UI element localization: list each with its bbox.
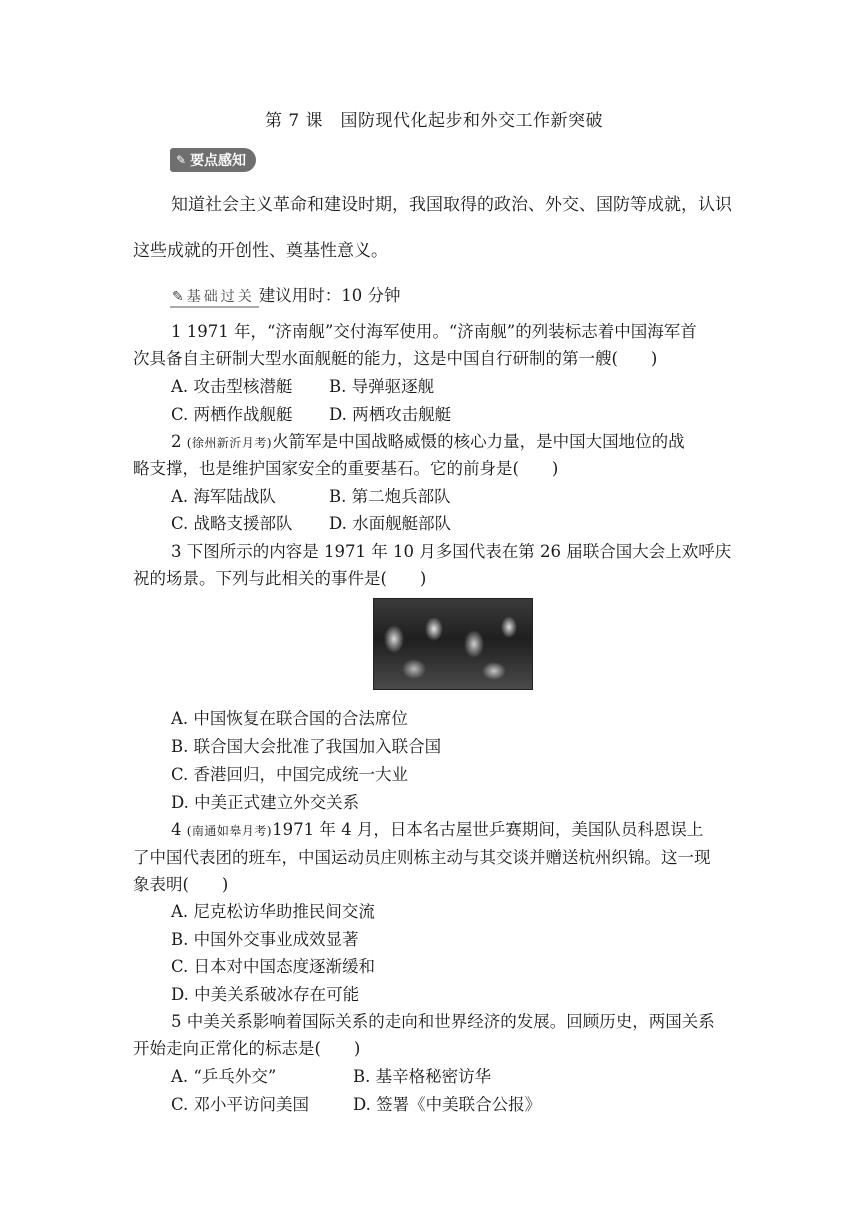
question-4-line-2: 了中国代表团的班车，中国运动员庄则栋主动与其交谈并赠送杭州织锦。这一现 [133, 848, 711, 867]
option-b[interactable]: B. 联合国大会批准了我国加入联合国 [171, 737, 442, 756]
option-c[interactable]: C. 战略支援部队 [171, 514, 293, 533]
option-c[interactable]: C. 香港回归，中国完成统一大业 [171, 765, 409, 784]
pencil-icon: ✎ [172, 289, 187, 305]
practice-badge-label: 基础过关 [186, 289, 255, 305]
question-4-line-1 [171, 816, 703, 840]
question-number: 2 [171, 432, 182, 451]
question-2-line-2: 略支撑，也是维护国家安全的重要基石。它的前身是( ) [133, 459, 559, 478]
time-hint: 建议用时：10 分钟 [258, 286, 401, 305]
un-assembly-photo [373, 598, 533, 690]
question-1-line-1 [171, 318, 697, 342]
intro-line-1: 知道社会主义革命和建设时期，我国取得的政治、外交、国防等成就，认识 [171, 195, 732, 215]
practice-header [170, 282, 400, 306]
option-d[interactable]: D. 中美关系破冰存在可能 [171, 985, 360, 1004]
question-source: (徐州新沂月考) [186, 436, 273, 450]
option-d[interactable]: D. 水面舰艇部队 [329, 514, 452, 533]
question-source: (南通如皋月考) [186, 824, 273, 838]
intro-line-2: 这些成就的开创性、奠基性意义。 [133, 241, 388, 261]
option-c[interactable]: C. 两栖作战舰艇 [171, 405, 293, 424]
question-3-line-2: 祝的场景。下列与此相关的事件是( ) [133, 569, 427, 588]
question-5-line-1 [171, 1008, 715, 1032]
question-stem: 火箭军是中国战略威慑的核心力量，是中国大国地位的战 [272, 432, 685, 451]
question-3-line-1 [171, 538, 731, 562]
option-d[interactable]: D. 两栖攻击舰艇 [329, 405, 452, 424]
question-number: 3 [171, 542, 182, 561]
option-c[interactable]: C. 邓小平访问美国 [171, 1095, 310, 1114]
lesson-title: 第 7 课 国防现代化起步和外交工作新突破 [264, 111, 604, 131]
section-badge-label: 要点感知 [190, 153, 247, 169]
question-number: 1 [171, 322, 182, 341]
option-a[interactable]: A. “乒乓外交” [171, 1067, 277, 1086]
option-b[interactable]: B. 中国外交事业成效显著 [171, 930, 359, 949]
option-d[interactable]: D. 中美正式建立外交关系 [171, 793, 360, 812]
option-a[interactable]: A. 尼克松访华助推民间交流 [171, 902, 375, 921]
question-number: 4 [171, 820, 182, 839]
question-stem: 中美关系影响着国际关系的走向和世界经济的发展。回顾历史，两国关系 [186, 1012, 715, 1031]
option-a[interactable]: A. 中国恢复在联合国的合法席位 [171, 709, 408, 728]
option-c[interactable]: C. 日本对中国态度逐渐缓和 [171, 957, 376, 976]
section-badge [170, 148, 256, 172]
question-stem: 1971 年 4 月，日本名古屋世乒赛期间，美国队员科恩误上 [272, 820, 704, 839]
question-4-line-3: 象表明( ) [133, 875, 229, 894]
option-a[interactable]: A. 海军陆战队 [171, 487, 276, 506]
pencil-icon: ✎ [176, 153, 187, 167]
question-stem: 1971 年，“济南舰”交付海军使用。“济南舰”的列装标志着中国海军首 [186, 322, 697, 341]
question-number: 5 [171, 1012, 182, 1031]
question-stem: 下图所示的内容是 1971 年 10 月多国代表在第 26 届联合国大会上欢呼庆 [186, 542, 732, 561]
question-2-line-1 [171, 428, 685, 452]
option-b[interactable]: B. 导弹驱逐舰 [329, 377, 435, 396]
option-a[interactable]: A. 攻击型核潜艇 [171, 377, 293, 396]
question-5-line-2: 开始走向正常化的标志是( ) [133, 1039, 361, 1058]
option-b[interactable]: B. 基辛格秘密访华 [353, 1067, 492, 1086]
option-b[interactable]: B. 第二炮兵部队 [329, 487, 451, 506]
question-1-line-2: 次具备自主研制大型水面舰艇的能力，这是中国自行研制的第一艘( ) [133, 349, 658, 368]
option-d[interactable]: D. 签署《中美联合公报》 [353, 1095, 542, 1114]
